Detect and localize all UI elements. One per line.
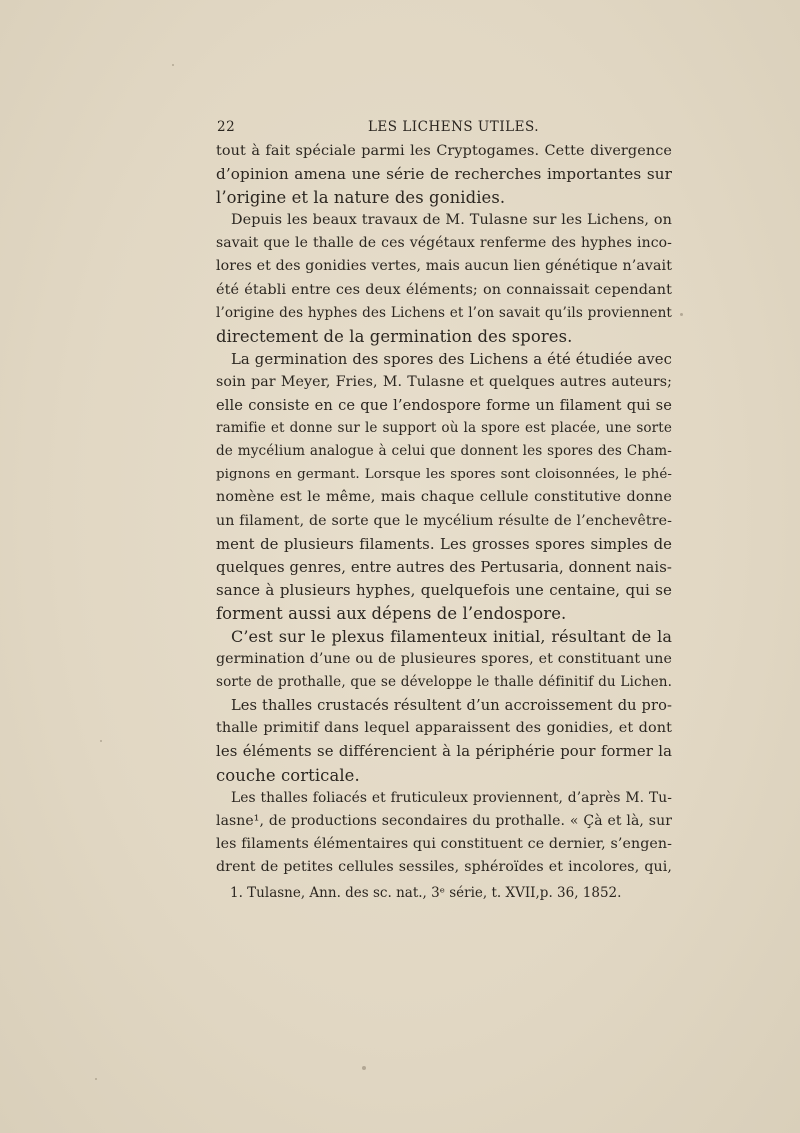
- text-line: sance à plusieurs hyphes, quelquefois une centaine, qui se: [216, 580, 672, 599]
- text-line: Depuis les beaux travaux de M. Tulasne sur les Lichens, on: [231, 212, 672, 229]
- text-line: ramifie et donne sur le support où la spore est placée, une sorte: [216, 420, 672, 437]
- running-title: LES LICHENS UTILES.: [367, 119, 540, 135]
- text-line: C’est sur le plexus filamenteux initial, résultant de la: [231, 626, 672, 646]
- paper-speck: [680, 313, 683, 316]
- text-line: été établi entre ces deux éléments; on connaissait cependant: [216, 281, 672, 298]
- paper-speck: [95, 1078, 97, 1080]
- text-line: un filament, de sorte que le mycélium résulte de l’enchevêtre-: [216, 512, 672, 529]
- text-line: ment de plusieurs filaments. Les grosses spores simples de: [216, 535, 672, 553]
- text-line: Les thalles foliacés et fruticuleux proviennent, d’après M. Tu-: [231, 789, 672, 806]
- text-line: l’origine des hyphes des Lichens et l’on savait qu’ils proviennent: [216, 304, 672, 321]
- text-line: tout à fait spéciale parmi les Cryptogames. Cette divergence: [216, 143, 672, 159]
- text-line: elle consiste en ce que l’endospore forme un filament qui se: [216, 397, 672, 415]
- text-line: de mycélium analogue à celui que donnent les spores des Cham-: [216, 443, 672, 460]
- page-number: 22: [217, 119, 236, 135]
- text-line: les filaments élémentaires qui constituent ce dernier, s’engen-: [216, 835, 672, 852]
- text-line: quelques genres, entre autres des Pertusaria, donnent nais-: [216, 558, 672, 576]
- text-line: sorte de prothalle, que se développe le thalle définitif du Lichen.: [216, 674, 672, 691]
- text-line: couche corticale.: [216, 765, 360, 785]
- text-line: forment aussi aux dépens de l’endospore.: [216, 603, 567, 623]
- text-line: l’origine et la nature des gonidies.: [216, 188, 506, 208]
- text-line: directement de la germination des spores.: [216, 326, 573, 346]
- body-text: [216, 140, 672, 879]
- text-line: nomène est le même, mais chaque cellule constitutive donne: [216, 489, 672, 506]
- text-line: lasne¹, de productions secondaires du prothalle. « Çà et là, sur: [216, 812, 672, 829]
- text-line: d’opinion amena une série de recherches importantes sur: [216, 165, 672, 184]
- text-line: pignons en germant. Lorsque les spores sont cloisonnées, le phé-: [216, 467, 672, 483]
- paper-speck: [100, 740, 102, 742]
- footnote: 1. Tulasne, Ann. des sc. nat., 3ᵉ série, t. XVII,p. 36, 1852.: [230, 885, 622, 901]
- text-line: les éléments se différencient à la périphérie pour former la: [216, 743, 672, 761]
- text-line: savait que le thalle de ces végétaux renferme des hyphes inco-: [216, 235, 672, 252]
- text-line: soin par Meyer, Fries, M. Tulasne et quelques autres auteurs;: [216, 373, 672, 390]
- text-line: La germination des spores des Lichens a été étudiée avec: [231, 350, 672, 368]
- text-line: germination d’une ou de plusieures spores, et constituant une: [216, 651, 672, 668]
- text-line: Les thalles crustacés résultent d’un accroissement du pro-: [231, 697, 672, 715]
- text-line: drent de petites cellules sessiles, sphéroïdes et incolores, qui,: [216, 858, 672, 875]
- text-line: thalle primitif dans lequel apparaissent des gonidies, et dont: [216, 720, 672, 737]
- text-line: lores et des gonidies vertes, mais aucun lien génétique n’avait: [216, 258, 672, 275]
- page-header: [217, 119, 670, 139]
- paper-speck: [362, 1066, 366, 1070]
- paper-speck: [172, 64, 174, 66]
